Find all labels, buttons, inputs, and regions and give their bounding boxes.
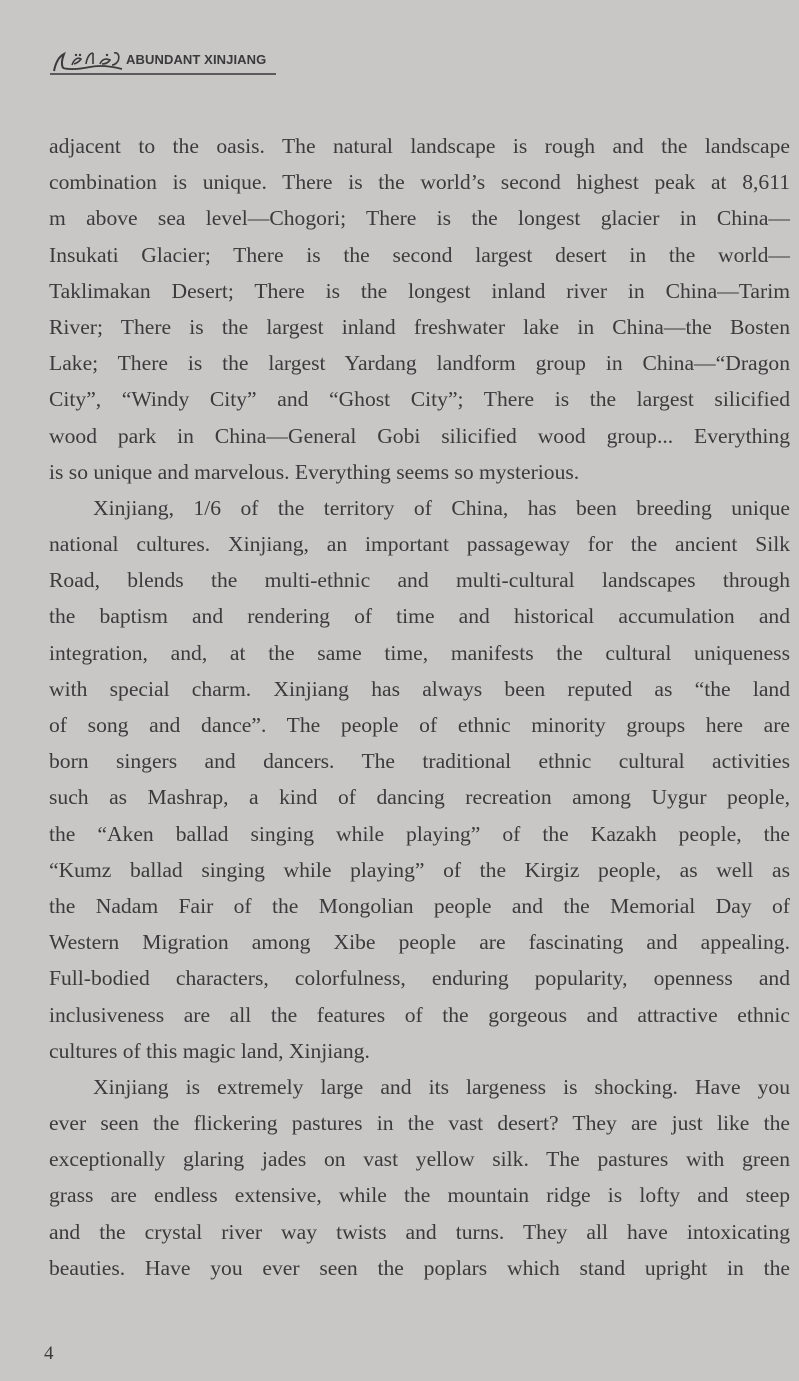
header-title: ABUNDANT XINJIANG	[126, 52, 267, 67]
text-line: of song and dance”. The people of ethnic minority groups here are	[49, 713, 790, 737]
text-line: City”, “Windy City” and “Ghost City”; There is the largest silicified	[49, 387, 790, 412]
text-line: with special charm. Xinjiang has always been reputed as “the land	[49, 676, 790, 701]
text-line: Insukati Glacier; There is the second largest desert in the world—	[49, 242, 790, 267]
text-line: such as Mashrap, a kind of dancing recreation among Uygur people,	[49, 785, 790, 810]
running-header	[50, 47, 320, 75]
text-line: inclusiveness are all the features of the gorgeous and attractive ethnic	[49, 1002, 790, 1027]
text-line: integration, and, at the same time, manifests the cultural uniqueness	[49, 640, 790, 665]
text-line: adjacent to the oasis. The natural landscape is rough and the landscape	[49, 134, 790, 158]
text-line: River; There is the largest inland freshwater lake in China—the Bosten	[49, 314, 790, 339]
text-line: exceptionally glaring jades on vast yellow silk. The pastures with green	[49, 1147, 790, 1172]
paragraph	[49, 1069, 790, 1286]
text-line: “Kumz ballad singing while playing” of the Kirgiz people, as well as	[49, 857, 790, 882]
text-line: Full-bodied characters, colorfulness, enduring popularity, openness and	[49, 966, 790, 991]
text-line: is so unique and marvelous. Everything seems so mysterious.	[49, 459, 580, 484]
text-line: Xinjiang is extremely large and its largeness is shocking. Have you	[93, 1074, 790, 1099]
text-line: beauties. Have you ever seen the poplars which stand upright in the	[49, 1255, 790, 1280]
text-line: cultures of this magic land, Xinjiang.	[49, 1038, 370, 1063]
text-line: the baptism and rendering of time and historical accumulation and	[49, 604, 790, 629]
page-number: 4	[44, 1343, 54, 1364]
header-rule	[50, 73, 276, 75]
text-line: m above sea level—Chogori; There is the longest glacier in China—	[49, 206, 790, 231]
text-line: Road, blends the multi-ethnic and multi-cultural landscapes through	[49, 568, 790, 593]
text-line: Western Migration among Xibe people are fascinating and appealing.	[49, 930, 790, 955]
paragraph	[49, 128, 790, 490]
xinjiang-logo-icon	[50, 47, 126, 73]
text-line: Taklimakan Desert; There is the longest inland river in China—Tarim	[49, 278, 790, 303]
text-line: ever seen the flickering pastures in the vast desert? They are just like the	[49, 1111, 790, 1136]
text-line: the “Aken ballad singing while playing” of the Kazakh people, the	[49, 821, 790, 846]
text-line: national cultures. Xinjiang, an important passageway for the ancient Silk	[49, 532, 790, 557]
text-line: wood park in China—General Gobi silicified wood group... Everything	[49, 423, 790, 448]
text-line: combination is unique. There is the world’s second highest peak at 8,611	[49, 170, 790, 195]
body-text	[49, 128, 790, 1286]
text-line: Xinjiang, 1/6 of the territory of China, has been breeding unique	[93, 495, 790, 520]
paragraph	[49, 490, 790, 1069]
text-line: Lake; There is the largest Yardang landform group in China—“Dragon	[49, 351, 790, 376]
text-line: the Nadam Fair of the Mongolian people and the Memorial Day of	[49, 893, 790, 918]
text-line: and the crystal river way twists and turns. They all have intoxicating	[49, 1219, 790, 1244]
text-line: grass are endless extensive, while the mountain ridge is lofty and steep	[49, 1183, 790, 1208]
text-line: born singers and dancers. The traditional ethnic cultural activities	[49, 749, 790, 774]
